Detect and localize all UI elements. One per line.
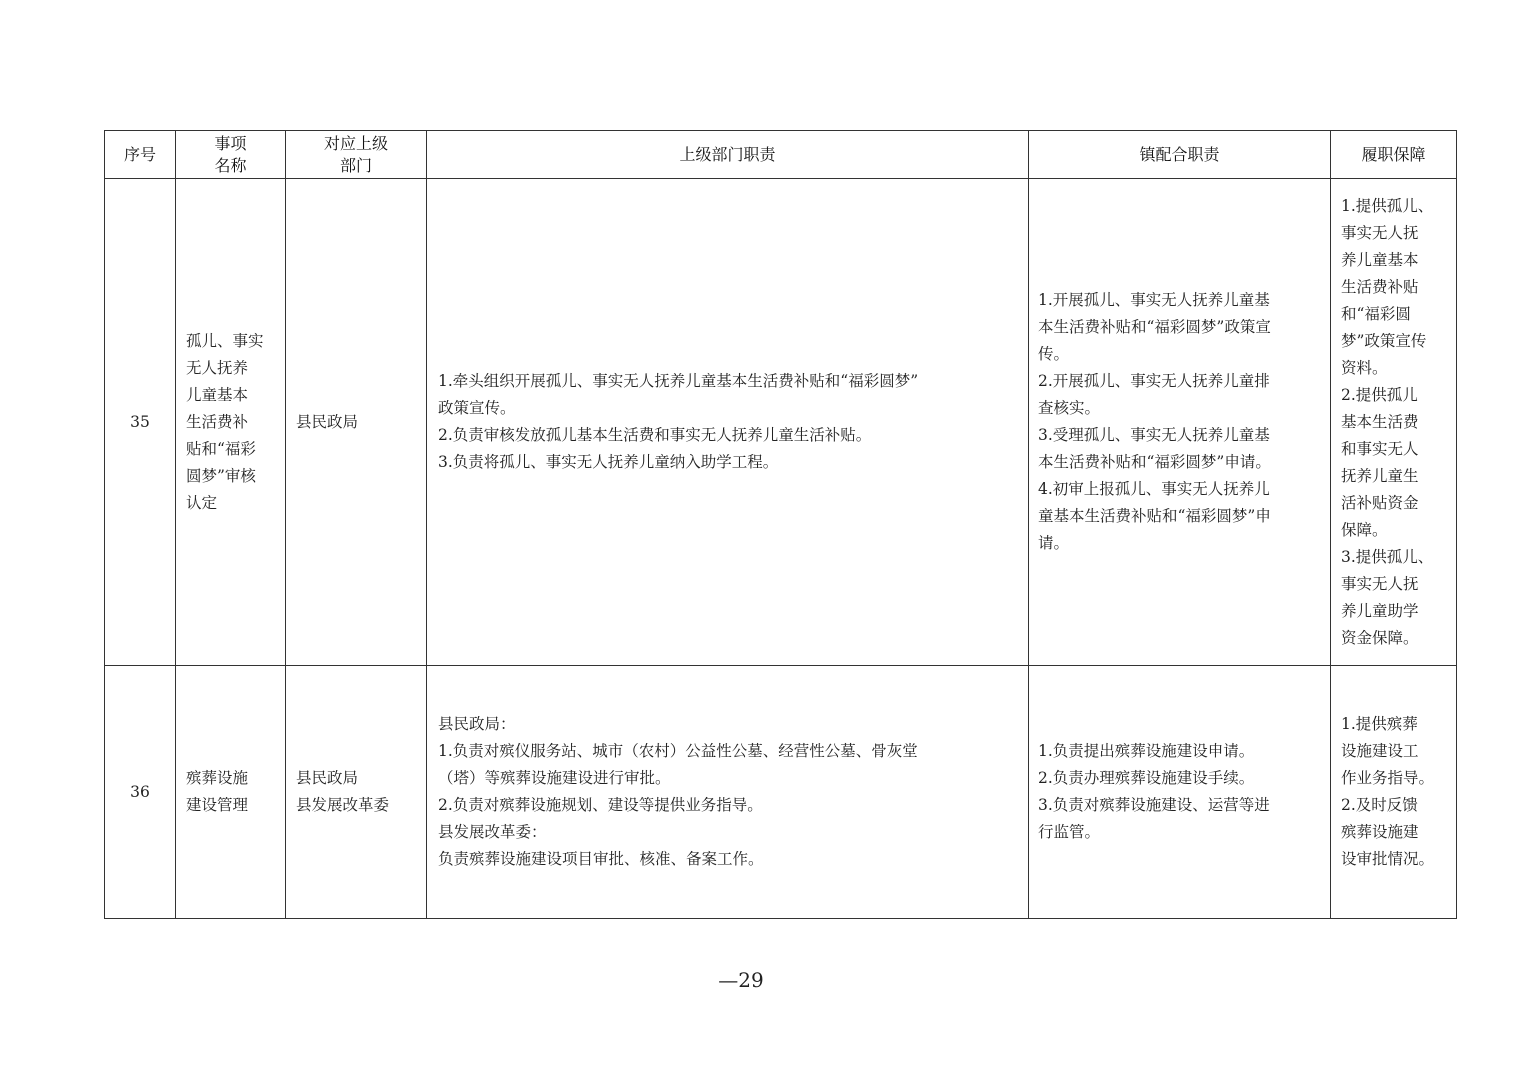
header-dept: 对应上级 部门 xyxy=(286,131,427,179)
cell-upper-duty: 1.牵头组织开展孤儿、事实无人抚养儿童基本生活费补贴和“福彩圆梦” 政策宣传。 2.负责审核发放孤儿基本生活费和事实无人抚养儿童生活补贴。 3.负责将孤儿、事实无人抚养儿童纳入助学工程。 xyxy=(427,179,1029,666)
header-item-name: 事项 名称 xyxy=(176,131,286,179)
header-town-duty: 镇配合职责 xyxy=(1029,131,1331,179)
table-row xyxy=(105,666,1457,919)
cell-town-duty: 1.负责提出殡葬设施建设申请。 2.负责办理殡葬设施建设手续。 3.负责对殡葬设施建设、运营等进 行监管。 xyxy=(1029,666,1331,919)
header-seq: 序号 xyxy=(105,131,176,179)
header-row xyxy=(105,131,1457,179)
duties-table xyxy=(104,130,1457,919)
cell-item-name: 殡葬设施 建设管理 xyxy=(176,666,286,919)
page-number: —29 xyxy=(718,968,764,992)
cell-seq: 36 xyxy=(105,666,176,919)
cell-town-duty: 1.开展孤儿、事实无人抚养儿童基 本生活费补贴和“福彩圆梦”政策宣 传。 2.开展孤儿、事实无人抚养儿童排 查核实。 3.受理孤儿、事实无人抚养儿童基 本生活费补贴和“福彩圆梦”申请。 4.初审上报孤儿、事实无人抚养儿 童基本生活费补贴和“福彩圆梦”申 请。 xyxy=(1029,179,1331,666)
cell-dept: 县民政局 xyxy=(286,179,427,666)
cell-guarantee: 1.提供孤儿、 事实无人抚 养儿童基本 生活费补贴 和“福彩圆 梦”政策宣传 资料。 2.提供孤儿 基本生活费 和事实无人 抚养儿童生 活补贴资金 保障。 3.提供孤儿、 事实无人抚 养儿童助学 资金保障。 xyxy=(1331,179,1457,666)
cell-dept: 县民政局 县发展改革委 xyxy=(286,666,427,919)
cell-guarantee: 1.提供殡葬 设施建设工 作业务指导。 2.及时反馈 殡葬设施建 设审批情况。 xyxy=(1331,666,1457,919)
cell-upper-duty: 县民政局： 1.负责对殡仪服务站、城市（农村）公益性公墓、经营性公墓、骨灰堂 （塔）等殡葬设施建设进行审批。 2.负责对殡葬设施规划、建设等提供业务指导。 县发展改革委： 负责殡葬设施建设项目审批、核准、备案工作。 xyxy=(427,666,1029,919)
cell-item-name: 孤儿、事实 无人抚养 儿童基本 生活费补 贴和“福彩 圆梦”审核 认定 xyxy=(176,179,286,666)
cell-seq: 35 xyxy=(105,179,176,666)
header-guarantee: 履职保障 xyxy=(1331,131,1457,179)
table-row xyxy=(105,179,1457,666)
header-upper-duty: 上级部门职责 xyxy=(427,131,1029,179)
